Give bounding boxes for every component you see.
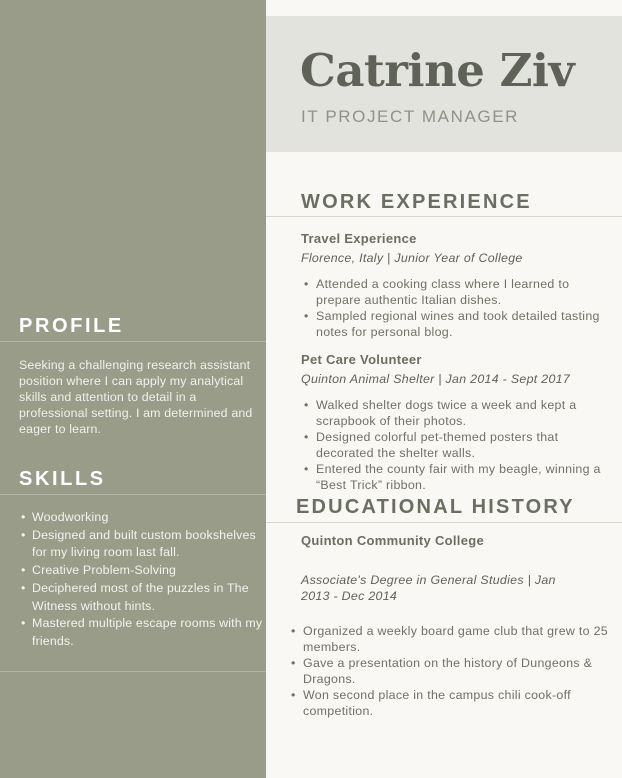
- job-bullet: • Entered the county fair with my beagle, winning a “Best Trick” ribbon.: [301, 461, 611, 493]
- job-title: Pet Care Volunteer: [301, 352, 422, 367]
- job-bullet: • Attended a cooking class where I learned to prepare authentic Italian dishes.: [301, 276, 611, 308]
- skills-heading: SKILLS: [19, 468, 106, 490]
- profile-divider: [0, 341, 266, 342]
- job-bullets: [301, 276, 611, 340]
- skill-item: • Woodworking: [19, 509, 264, 527]
- work-heading: WORK EXPERIENCE: [301, 191, 532, 213]
- candidate-name: Catrine Ziv: [300, 44, 575, 97]
- skill-item: • Deciphered most of the puzzles in The Witness without hints.: [19, 580, 264, 615]
- education-bullet: • Won second place in the campus chili cook-off competition.: [288, 687, 613, 719]
- education-bullets: [288, 623, 613, 719]
- education-bullet: • Gave a presentation on the history of Dungeons & Dragons.: [288, 655, 613, 687]
- skill-item: • Designed and built custom bookshelves for my living room last fall.: [19, 527, 264, 562]
- profile-heading: PROFILE: [19, 315, 124, 337]
- education-bullet: • Organized a weekly board game club that grew to 25 members.: [288, 623, 613, 655]
- profile-text: Seeking a challenging research assistant position where I can apply my analytical skills and attention to detail in a professional setting. I am determined and eager to learn.: [19, 358, 253, 436]
- job-subtitle: Florence, Italy | Junior Year of College: [301, 251, 523, 265]
- job-role: IT PROJECT MANAGER: [301, 107, 520, 126]
- job-bullets: [301, 397, 611, 493]
- job-bullet: • Designed colorful pet-themed posters that decorated the shelter walls.: [301, 429, 611, 461]
- job-bullet: • Walked shelter dogs twice a week and kept a scrapbook of their photos.: [301, 397, 611, 429]
- work-divider: [266, 216, 622, 217]
- skills-list: [19, 509, 264, 651]
- job-bullet: • Sampled regional wines and took detailed tasting notes for personal blog.: [301, 308, 611, 340]
- job-title: Travel Experience: [301, 231, 417, 246]
- education-divider: [266, 522, 622, 523]
- skills-bottom-divider: [0, 671, 266, 672]
- degree-line: Associate's Degree in General Studies | Jan 2013 - Dec 2014: [301, 573, 556, 603]
- school-name: Quinton Community College: [301, 533, 484, 548]
- skills-divider: [0, 494, 266, 495]
- job-subtitle: Quinton Animal Shelter | Jan 2014 - Sept 2017: [301, 372, 571, 386]
- skill-item: • Mastered multiple escape rooms with my friends.: [19, 615, 264, 650]
- skill-item: • Creative Problem-Solving: [19, 562, 264, 580]
- education-heading: EDUCATIONAL HISTORY: [296, 496, 575, 518]
